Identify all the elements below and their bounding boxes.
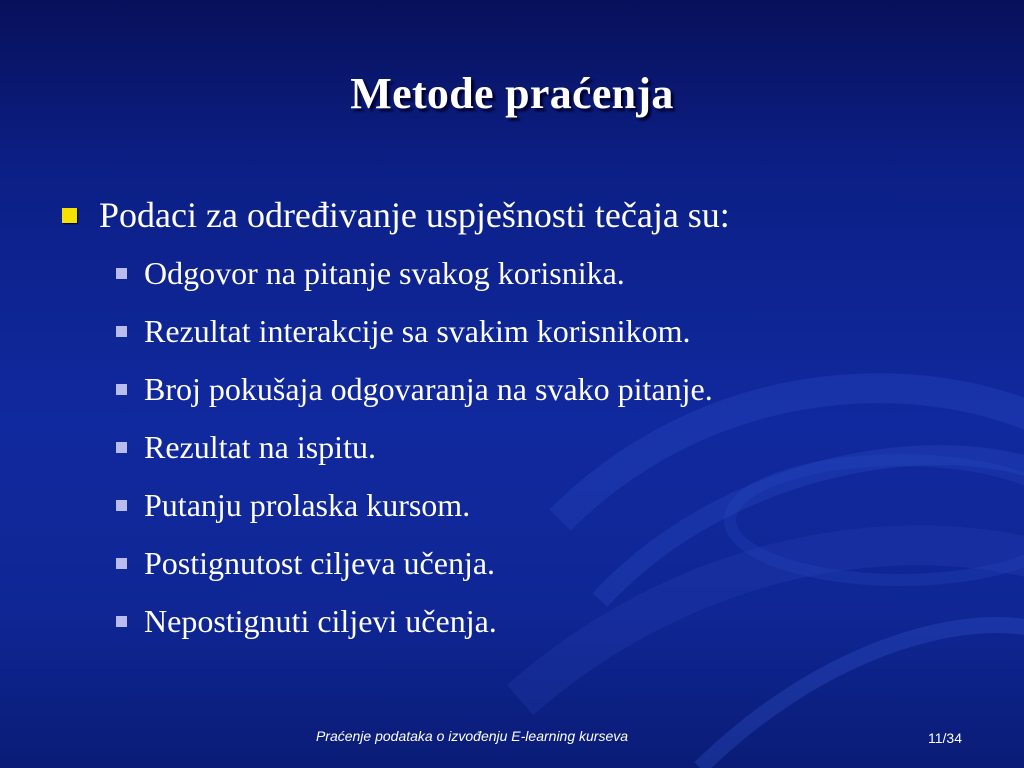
sub-bullet-list bbox=[62, 244, 1002, 650]
page-number: 11/34 bbox=[928, 730, 962, 746]
list-item bbox=[116, 534, 1002, 592]
main-bullet-item bbox=[62, 190, 1002, 240]
main-bullet-text: Podaci za određivanje uspješnosti tečaja su: bbox=[99, 195, 730, 235]
list-item bbox=[116, 592, 1002, 650]
list-item-text: Postignutost ciljeva učenja. bbox=[144, 545, 496, 581]
list-item bbox=[116, 302, 1002, 360]
slide-title: Metode praćenja bbox=[350, 69, 674, 118]
slide-content bbox=[62, 190, 1002, 650]
footer-caption: Praćenje podataka o izvođenju E-learning kurseva bbox=[315, 728, 629, 744]
square-bullet-icon bbox=[116, 442, 127, 453]
square-bullet-icon bbox=[116, 268, 127, 279]
list-item bbox=[116, 476, 1002, 534]
list-item bbox=[116, 418, 1002, 476]
list-item-text: Odgovor na pitanje svakog korisnika. bbox=[144, 255, 625, 291]
list-item-text: Broj pokušaja odgovaranja na svako pitanje. bbox=[144, 371, 713, 407]
square-bullet-icon bbox=[116, 326, 127, 337]
list-item bbox=[116, 244, 1002, 302]
list-item-text: Rezultat na ispitu. bbox=[144, 429, 376, 465]
square-bullet-icon bbox=[116, 616, 127, 627]
list-item-text: Putanju prolaska kursom. bbox=[144, 487, 471, 523]
square-bullet-icon bbox=[116, 558, 127, 569]
square-bullet-icon bbox=[62, 208, 77, 223]
square-bullet-icon bbox=[116, 384, 127, 395]
list-item-text: Rezultat interakcije sa svakim korisnikom. bbox=[144, 313, 691, 349]
list-item bbox=[116, 360, 1002, 418]
square-bullet-icon bbox=[116, 500, 127, 511]
list-item-text: Nepostignuti ciljevi učenja. bbox=[144, 603, 497, 639]
